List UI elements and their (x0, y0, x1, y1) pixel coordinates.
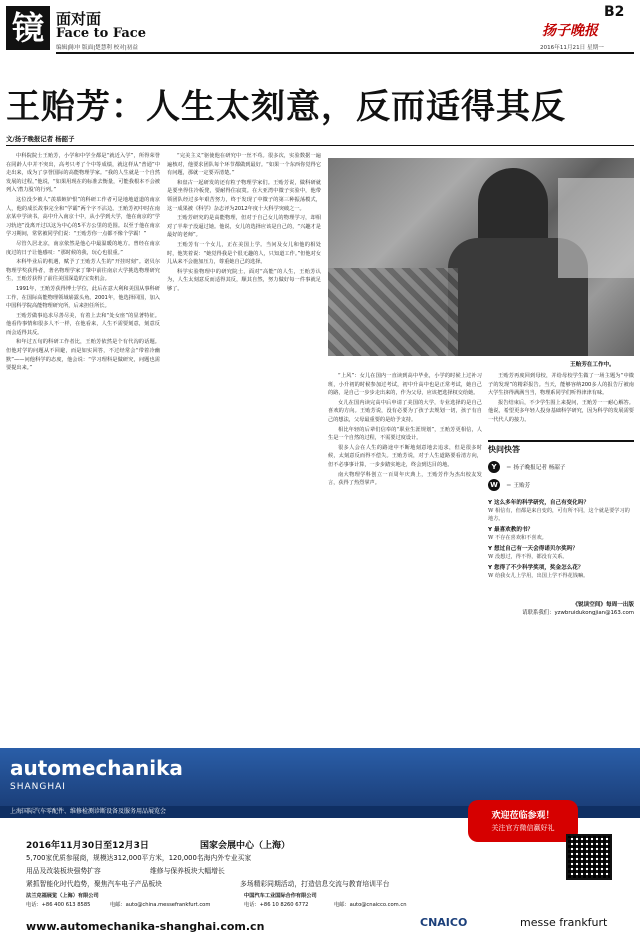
paragraph: 王贻芳研究的是高能物理，但对于自己女儿的物理学习，却相对了半辈子没逼过她。他说，女儿的选择应该是自己的，“兴趣才是最好的老师”。 (167, 215, 321, 239)
ad-brand: automechanika (10, 756, 183, 780)
ad-banner (0, 748, 640, 806)
w-legend-text: ＝ 王贻芳 (506, 483, 531, 489)
paragraph: 本科毕业后的机遇，赋予了王贻芳人生的“开挂时刻”。诺贝尔物理学奖获得者，著名物理学家丁肇中前往南京大学挑选物理研究生，王贻芳获得了前往美国深造的宝贵机会。 (6, 259, 160, 283)
ad-logo-cnaico: CNAICO (420, 916, 468, 929)
ad-city: SHANGHAI (10, 782, 66, 792)
article-photo (328, 158, 634, 356)
quick-qa-box (488, 440, 634, 616)
ad-qr-code[interactable] (566, 834, 612, 880)
paragraph: 相比年轻的后辈们信奉的“职业生涯规划”，王贻芳更相信，人生是一个自然的过程，不需要过度设计。 (328, 426, 482, 442)
ad-tel-1: 电话：+86 400 613 8585 (26, 902, 91, 908)
ad-website[interactable]: www.automechanika-shanghai.com.cn (26, 920, 265, 933)
ad-bullet: 紧抓智能化时代趋势，聚焦汽车电子产品板块 (26, 880, 162, 888)
article-column-1 (6, 152, 160, 742)
ad-follow: 关注官方微信赢好礼 (491, 824, 555, 832)
ad-venue: 国家会展中心（上海） (200, 841, 291, 851)
paragraph: 科学实验物理中的研究院士，面对“高能”的人生，王贻芳认为，人生太刻意反而适得其反，顺其自然，努力做好每一件事就足够了。 (167, 268, 321, 292)
photo-figure-head (478, 168, 548, 248)
issue-date: 2016年11月21日 星期一 (540, 45, 604, 51)
paragraph: 南大物理学科创立一百周年庆典上，王贻芳作为杰出校友发言，获得了热烈掌声。 (328, 471, 482, 487)
qa-answer: W 没想过，得不得，都没有关系。 (488, 554, 568, 560)
byline: 文/扬子晚报记者 杨韶子 (6, 135, 75, 143)
article-column-2 (167, 152, 321, 742)
qa-question: Y 这么多年的科学研究，自己有变化吗？ (488, 500, 590, 506)
paragraph: 尽管久居北京，南京依然是他心中最温暖的地方。曾经在南京度过的日子让他感叹：“那时候的我，玩心也很重。” (6, 240, 160, 256)
paragraph: 和盘古一起研发的还有粒子物理学家们。王贻芳说，做科研就是要坐得住冷板凳，要耐得住寂寞。在大亚湾中微子实验中，他带领团队经过多年艰苦努力，终于发现了中微子的第三种振荡模式，这一成果被《科学》杂志评为2012年度十大科学突破之一。 (167, 179, 321, 212)
headline-rule (6, 145, 634, 146)
advertisement (0, 748, 640, 950)
section-title-cn: 面对面 (56, 10, 102, 28)
ad-email-2: 电邮：auto@cnaicco.com.cn (334, 902, 407, 908)
y-badge: Y (488, 461, 500, 473)
ad-org-2: 中国汽车工业国际合作有限公司 (244, 893, 317, 899)
qa-question: Y 您得了不少科学奖项，奖金怎么花？ (488, 565, 584, 571)
ad-strip: 上海国际汽车零配件、维修检测诊断设备及服务用品展览会 (0, 806, 640, 818)
qa-question: Y 最喜欢教的书？ (488, 527, 534, 533)
qa-header: 快问快答 (488, 440, 634, 455)
ad-logo-messe: messe frankfurt (520, 916, 608, 929)
section-title-en: Face to Face (56, 26, 146, 41)
ad-org-1: 法兰克福展览（上海）有限公司 (26, 893, 99, 899)
article-column-3 (328, 372, 482, 742)
ad-bullet: 用品及改装板块强势扩容 (26, 867, 101, 875)
credits: 编辑|陈申 版面|楚慧利 校对|初益 (56, 45, 138, 51)
paper-logo: 扬子晚报 (542, 23, 598, 39)
paragraph: 和年过五旬的科研工作者比，王贻芳依然是个有代沟的话题。但他对学的问题从不回避，而是如实回答，不过经常会“带着冷幽默”——问他科学的态度，他会说：“学习理科是做研究，问题也需要提出来。” (6, 339, 160, 372)
ad-welcome-bubble (468, 800, 578, 842)
paragraph: 1991年，王贻芳获得博士学位，此后在意大利和美国从事科研工作，在国际高能物理领域崭露头角。2001年，他选择回国，加入中国科学院高能物理研究所，后来担任所长。 (6, 285, 160, 310)
masthead-logo: 镜 (6, 6, 50, 50)
ad-welcome: 欢迎莅临参观！ (491, 811, 555, 821)
y-legend-text: ＝ 扬子晚报记者 杨韶子 (506, 465, 566, 471)
photo-equipment (328, 268, 458, 356)
paragraph: 中科院院士王贻芳，小学和中学全都是“就近入学”，所得荣誉在同龄人中并不突出，高考只考了个中等成绩，就这样从“普通”中走出来，成为了享誉国际的高能物理学家。“我的人生就是一个自然发展的过程，”他说，“如果用现在的标准去衡量，可能我根本不会被列入‘潜力股’的行列。” (6, 153, 160, 194)
paragraph: 很多人会在人生的路途中不断地刻意地去追求，但是很多时候，太刻意反而得不偿失。王贻芳说，对于人生道路要看清方向，但不必事事计算，一步步踏实地走，终会到达目的地。 (328, 444, 482, 468)
ad-bullet: 5,700家优质参展商，规模达312,000平方米，120,000名海内外专业买家 (26, 854, 252, 862)
page-number: B2 (604, 4, 625, 20)
qa-question: Y 想过自己有一天会得诺贝尔奖吗？ (488, 546, 578, 552)
article-column-4 (488, 372, 634, 436)
paragraph: 王贻芳有一个女儿，正在美国上学。当问及女儿和他的相处时，他笑着说：“她觉得我是个很无趣的人，只知道工作。”但他对女儿从来不会施加压力，尊重她自己的选择。 (167, 241, 321, 266)
w-badge: W (488, 479, 500, 491)
headline: 王贻芳：人生太刻意，反而适得其反 (6, 87, 566, 127)
paragraph: “上风”：女儿在国内一直读到高中毕业，小学的时候上过补习班，小升初的时候参加过考试，初中升高中也是正常考试，她自己的路，是自己一步步走出来的，作为父母，应该把选择权交给她。 (328, 373, 482, 397)
ad-bullet: 维修与保养板块大幅增长 (150, 867, 225, 875)
ad-bullet: 多场精彩同期活动，打造信息交流与教育培训平台 (240, 880, 390, 888)
ad-tel-2: 电话：+86 10 8260 6772 (244, 902, 309, 908)
photo-caption: 王贻芳在工作中。 (570, 362, 615, 368)
masthead-rule (56, 52, 634, 54)
paragraph: 女儿在国内读完高中后申请了美国的大学，专业选择的是自己喜欢的方向。王贻芳说，没有必要为了孩子去规划一切，孩子有自己的想法，父母最重要的是给予支持。 (328, 399, 482, 423)
paragraph: 王贻芳做事追求尽善尽美，有着上去和“处女座”的显著特征。他看待事情和很多人不一样，在他看来，人生不需要刻意，刻意反而会适得其反。 (6, 312, 160, 336)
qa-answer: W 不存在喜欢和不喜欢。 (488, 535, 547, 541)
paragraph: “完美主义”驱使他在研究中一丝不苟。很多次，实验数据一遍遍核对，他要求团队每个环节都做到最好。“如果一个东西你觉得它有问题，那就一定要弄清楚。” (167, 153, 321, 177)
ad-email-1: 电邮：auto@china.messefrankfurt.com (110, 902, 211, 908)
paragraph: 报告结束后，不少学生围上来提问，王贻芳一一耐心解答。他说，希望更多年轻人投身基础科学研究，因为科学的发展需要一代代人的接力。 (488, 399, 634, 423)
qa-legend-w (488, 479, 634, 491)
column-footer: 《锐读空间》每周一出版 (572, 602, 634, 608)
qa-legend-y (488, 461, 634, 473)
qa-answer: W 给我女儿上学用，出国上学不得花钱嘛。 (488, 573, 589, 579)
photo-window (558, 178, 634, 278)
qa-answer: W 相信有，但都是来自变的，可有所不同，这个就是要学习的地方。 (488, 508, 630, 522)
paragraph: 王贻芳再度回到母校，并给母校学生做了一场主题为“中微子的发现”的精彩报告。当天，能够容纳200多人的报告厅被南大学生挤得满满当当，物理系同学们听得津津有味。 (488, 373, 634, 397)
contact-email: 请联系我们：yzwbruidukongjian@163.com (522, 610, 634, 616)
paragraph: 这位没少被人“羡慕嫉妒恨”的科研工作者可是地地道道的南京人，他的成长故事完全和“学霸”两个字不沾边。王贻芳初中时在南京某中学读书，高中升入南京十中，从小学到大学，他在南京的“学习轨迹”没离开过以这为中心的5平方公里的范围。以至于他在南京学习期间，常常被同学们说：“王贻芳你一点都不像个学霸！” (6, 196, 160, 238)
ad-date: 2016年11月30日至12月3日 (26, 841, 149, 851)
